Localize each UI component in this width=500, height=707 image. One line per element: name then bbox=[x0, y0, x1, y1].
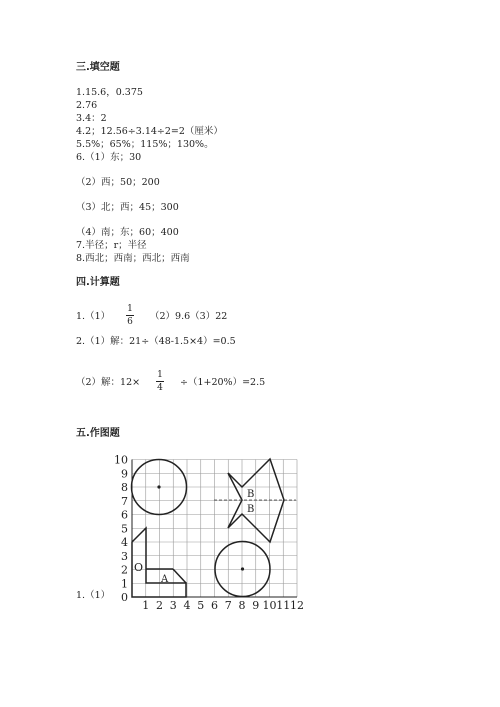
x-tick-label: 8 bbox=[238, 599, 246, 612]
x-tick-label: 4 bbox=[183, 599, 191, 612]
y-tick-label: 0 bbox=[121, 591, 128, 604]
label-B-top: B bbox=[247, 489, 255, 500]
x-tick-label: 1 bbox=[142, 599, 150, 612]
x-tick-labels bbox=[142, 599, 304, 612]
x-tick-label: 6 bbox=[211, 599, 218, 612]
y-tick-label: 10 bbox=[114, 453, 128, 467]
y-tick-label: 7 bbox=[121, 494, 128, 508]
s3-line-11: 8.西北；西南；西北；西南 bbox=[76, 253, 190, 264]
x-tick-label: 7 bbox=[224, 599, 232, 612]
y-tick-label: 4 bbox=[121, 536, 128, 549]
s4-q1-frac-num: 1 bbox=[127, 304, 133, 314]
y-tick-label: 8 bbox=[121, 481, 128, 494]
y-tick-label: 2 bbox=[121, 563, 128, 577]
y-tick-label: 1 bbox=[121, 577, 128, 591]
s3-line-9: （4）南；东；60；400 bbox=[76, 227, 179, 238]
s4-q1-suffix: （2）9.6（3）22 bbox=[150, 311, 228, 322]
s3-line-6: 6.（1）东；30 bbox=[76, 152, 142, 163]
s4-q2-2-frac-den: 4 bbox=[157, 383, 163, 393]
s4-q2-2-suffix: ÷（1+20%）=2.5 bbox=[180, 377, 266, 388]
s4-q2-2-prefix: （2）解：12× bbox=[76, 377, 141, 388]
section3-title: 三.填空题 bbox=[76, 62, 120, 73]
s3-line-8: （3）北；西；45；300 bbox=[76, 202, 179, 213]
label-O: O bbox=[134, 561, 144, 574]
section5-title: 五.作图题 bbox=[76, 428, 120, 439]
grid-lines bbox=[132, 460, 297, 598]
y-tick-label: 5 bbox=[121, 522, 128, 536]
center-dot-top bbox=[157, 485, 160, 488]
s4-q1-frac-den: 6 bbox=[127, 317, 133, 327]
y-tick-label: 6 bbox=[121, 508, 128, 522]
s4-q1-prefix: 1.（1） bbox=[76, 311, 111, 322]
s3-line-7: （2）西；50；200 bbox=[76, 177, 160, 188]
s3-line-3: 3.4：2 bbox=[76, 113, 107, 124]
label-B-bottom: B bbox=[247, 504, 255, 515]
x-tick-label: 3 bbox=[169, 599, 177, 612]
y-tick-label: 9 bbox=[121, 467, 128, 481]
s4-q2-1: 2.（1）解：21÷（48-1.5×4）=0.5 bbox=[76, 336, 236, 347]
s3-line-10: 7.半径；r；半径 bbox=[76, 240, 147, 251]
x-tick-label: 11 bbox=[276, 599, 291, 612]
s5-answer-label: 1.（1） bbox=[76, 590, 111, 601]
center-dot-bottom bbox=[241, 567, 244, 570]
x-tick-label: 2 bbox=[156, 599, 163, 612]
s3-line-4: 4.2；12.56÷3.14÷2=2（厘米） bbox=[76, 126, 223, 137]
y-tick-labels bbox=[114, 454, 128, 605]
s4-q2-2-frac-num: 1 bbox=[157, 370, 163, 380]
y-tick-label: 3 bbox=[121, 549, 128, 563]
s3-line-5: 5.5%；65%；115%；130%。 bbox=[76, 139, 214, 150]
x-tick-label: 10 bbox=[262, 599, 277, 612]
label-A: A bbox=[161, 574, 169, 585]
x-tick-label: 9 bbox=[252, 599, 260, 612]
s3-line-1: 1.15.6，0.375 bbox=[76, 87, 143, 98]
s3-line-2: 2.76 bbox=[76, 100, 98, 111]
line-A-diag bbox=[173, 569, 186, 583]
section4-title: 四.计算题 bbox=[76, 277, 120, 288]
x-tick-label: 5 bbox=[197, 599, 205, 612]
x-tick-label: 12 bbox=[290, 599, 304, 612]
